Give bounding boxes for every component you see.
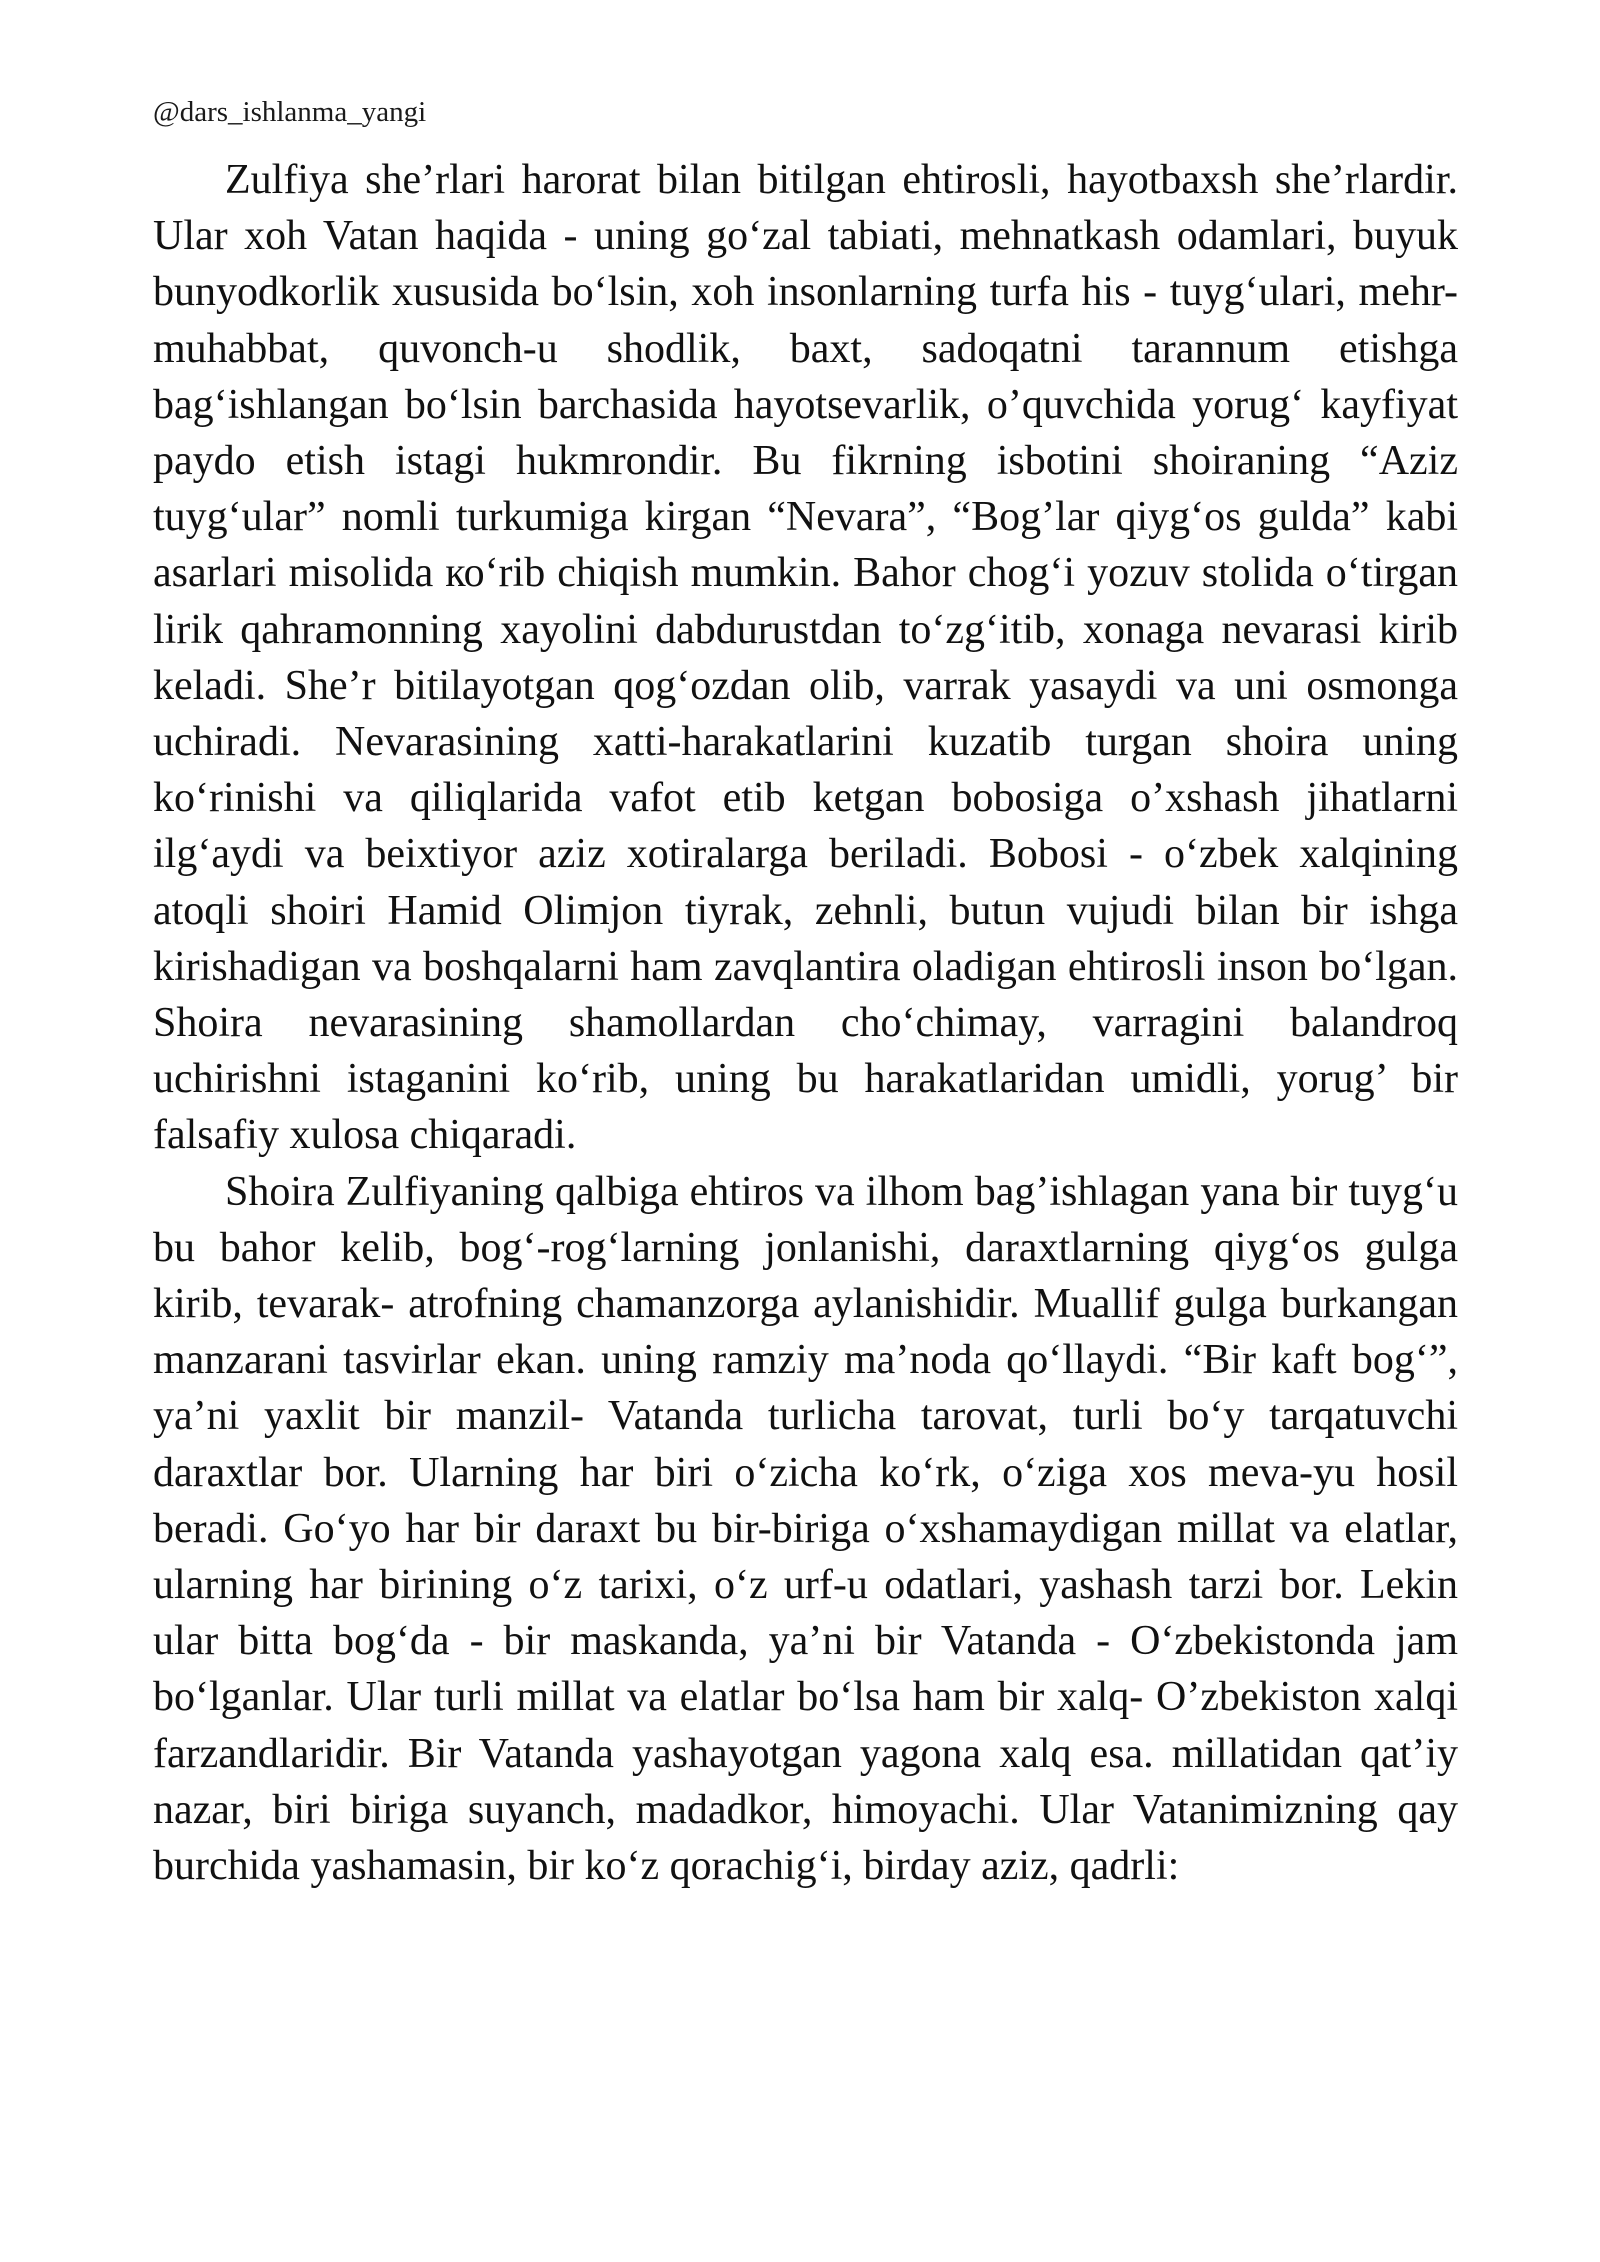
watermark-text: @dars_ishlanma_yangi xyxy=(153,96,427,128)
body-text xyxy=(153,152,1458,1894)
paragraph-2: Shoira Zulfiyaning qalbiga ehtiros va ilhom bag’ishlagan yana bir tuyg‘u bu bahor kelib, bog‘-rog‘larning jonlanishi, daraxtlarning qiyg‘os gulga kirib, tevarak- atrofning chamanzorga aylanishidir. Muallif gulga burkangan manzarani tasvirlar ekan. uning ramziy ma’noda qo‘llaydi. “Bir kaft bog‘”, ya’ni yaxlit bir manzil- Vatanda turlicha tarovat, turli bo‘y tarqatuvchi daraxtlar bor. Ularning har biri o‘zicha ko‘rk, o‘ziga xos meva-yu hosil beradi. Go‘yo har bir daraxt bu bir-biriga o‘xshamaydigan millat va elatlar, ularning har birining o‘z tarixi, o‘z urf-u odatlari, yashash tarzi bor. Lekin ular bitta bog‘da - bir maskanda, ya’ni bir Vatanda - O‘zbekistonda jam bo‘lganlar. Ular turli millat va elatlar bo‘lsa ham bir xalq- O’zbekiston xalqi farzandlaridir. Bir Vatanda yashayotgan yagona xalq esa. millatidan qat’iy nazar, biri biriga suyanch, madadkor, himoyachi. Ular Vatanimizning qay burchida yashamasin, bir ko‘z qorachig‘i, birday aziz, qadrli: xyxy=(153,1168,1458,1890)
paragraph-1: Zulfiya she’rlari harorat bilan bitilgan ehtirosli, hayotbaxsh she’rlardir. Ular xoh Vatan haqida - uning go‘zal tabiati, mehnatkash odamlari, buyuk bunyodkorlik xususida bo‘lsin, xoh insonlarning turfa his - tuyg‘ulari, mehr-muhabbat, quvonch-u shodlik, baxt, sadoqatni tarannum etishga bag‘ishlangan bo‘lsin barchasida hayotsevarlik, o’quvchida yorug‘ kayfiyat paydo etish istagi hukmrondir. Bu fikrning isbotini shoiraning “Aziz tuyg‘ular” nomli turkumiga kirgan “Nevara”, “Bog’lar qiyg‘os gulda” kabi asarlari misolida ко‘rib chiqish mumkin. Bahor chog‘i yozuv stolida o‘tirgan lirik qahramonning xayolini dabdurustdan to‘zg‘itib, xonaga nevarasi kirib keladi. She’r bitilayotgan qog‘ozdan olib, varrak yasaydi va uni osmonga uchiradi. Nevarasining xatti-harakatlarini kuzatib turgan shoira uning ko‘rinishi va qiliqlarida vafot etib ketgan bobosiga o’xshash jihatlarni ilg‘aydi va beixtiyor aziz xotiralarga beriladi. Bobosi - o‘zbek xalqining atoqli shoiri Hamid Olimjon tiyrak, zehnli, butun vujudi bilan bir ishga kirishadigan va boshqalarni ham zavqlantira oladigan ehtirosli inson bo‘lgan. Shoira nevarasining shamollardan cho‘chimay, varragini balandroq uchirishni istaganini ko‘rib, uning bu harakatlaridan umidli, yorug’ bir falsafiy xulosa chiqaradi. xyxy=(153,157,1458,1159)
